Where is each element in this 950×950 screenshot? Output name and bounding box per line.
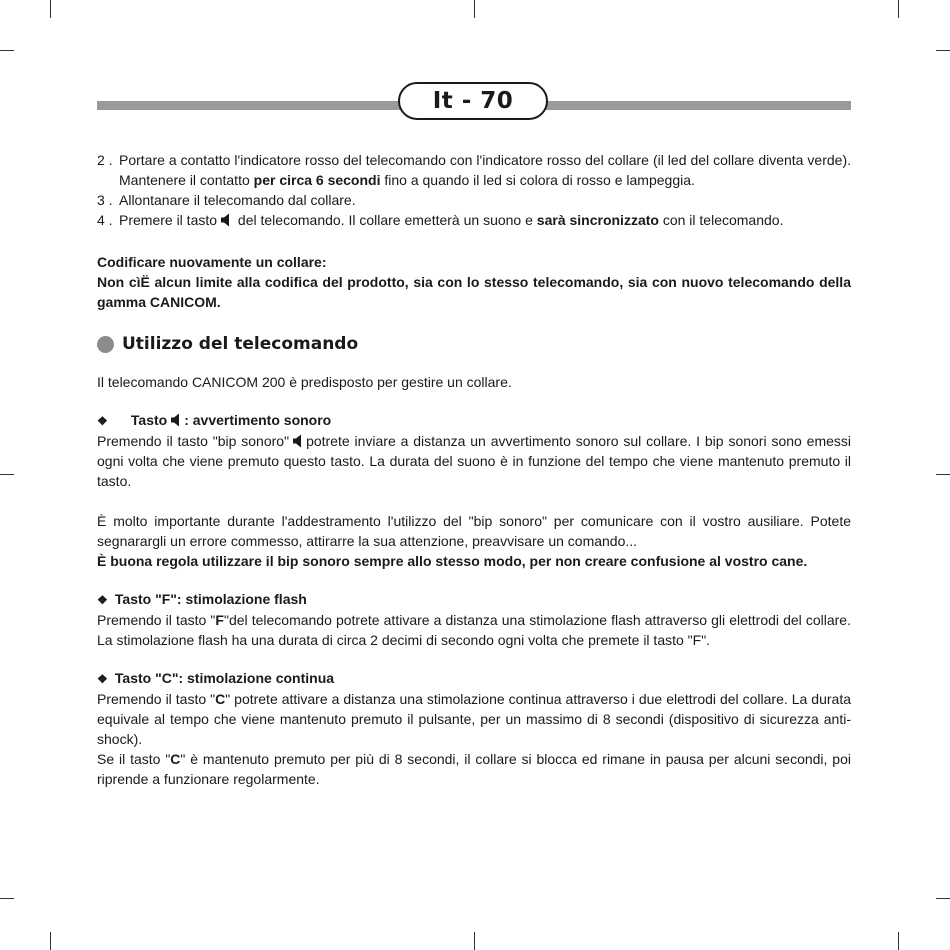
diamond-bullet-icon: ❖	[97, 414, 108, 428]
flash-text-part: Premendo il tasto "	[97, 612, 216, 628]
continuous-title: Tasto "C": stimolazione continua	[114, 670, 335, 686]
header-rule-right	[540, 101, 851, 110]
beep-paragraph-2: È molto importante durante l'addestramento l'utilizzo del "bip sonoro" per comunicare con il vostro ausiliare. Potete segnarargli un errore commesso, attirarre la sua attenzione, preavvisare un comando...	[97, 513, 851, 549]
crop-mark-right-top	[936, 50, 950, 51]
header-rule-left	[97, 101, 407, 110]
flash-paragraph	[97, 610, 851, 650]
continuous-text-part: " potrete attivare a distanza una stimolazione continua attraverso i due elettrodi del collare. La durata equivale al tempo che viene mantenuto premuto il pulsante, per un massimo di 8 secondi (dispositivo di sicurezza anti-shock).	[97, 691, 851, 747]
step-text-part: fino a quando il led si colora di rosso e lampeggia.	[380, 172, 695, 188]
crop-mark-left-top	[0, 50, 14, 51]
beep-title-part: : avvertimento sonoro	[184, 412, 332, 428]
continuous-key: C	[215, 691, 226, 707]
continuous-paragraph-1	[97, 689, 851, 749]
recode-text: Non cìË alcun limite alla codifica del prodotto, sia con lo stesso telecomando, sia con nuovo telecomando della gamma CANICOM.	[97, 274, 851, 310]
flash-heading	[97, 589, 851, 610]
page-content	[97, 150, 851, 789]
continuous-key: C	[170, 751, 181, 767]
step-number: 4 .	[97, 212, 113, 228]
beep-title-part: Tasto	[130, 412, 168, 428]
step-2	[97, 150, 851, 190]
step-text	[119, 150, 851, 190]
flash-title: Tasto "F": stimolazione flash	[114, 591, 307, 607]
flash-text-part: "del telecomando potrete attivare a distanza una stimolazione flash attraverso gli elettrodi del collare. La stimolazione flash ha una durata di circa 2 decimi di secondo ogni volta che premete il tasto "F".	[97, 612, 851, 648]
step-number: 2 .	[97, 152, 113, 168]
step-text-part: con il telecomando.	[658, 212, 784, 228]
recode-block	[97, 252, 851, 312]
continuous-heading	[97, 668, 851, 689]
page-number: It - 70	[432, 88, 514, 114]
beep-paragraph-1	[97, 431, 851, 491]
recode-title: Codificare nuovamente un collare:	[97, 254, 327, 270]
crop-mark-right-middle	[936, 474, 950, 475]
continuous-text-part: Se il tasto "	[97, 751, 171, 767]
crop-mark-top-right	[898, 0, 899, 18]
speaker-icon	[220, 213, 231, 227]
step-text-part: Premere il tasto	[119, 212, 218, 228]
speaker-icon	[170, 413, 181, 427]
crop-mark-right-bottom	[936, 898, 950, 899]
diamond-bullet-icon: ❖	[97, 672, 108, 686]
beep-heading	[97, 410, 851, 431]
step-text-bold: per circa 6 secondi	[253, 172, 381, 188]
page-number-tab	[398, 82, 548, 120]
crop-mark-top-left	[50, 0, 51, 18]
beep-text-part: Premendo il tasto "bip sonoro"	[97, 433, 290, 449]
crop-mark-bottom-center	[474, 932, 475, 950]
crop-mark-left-bottom	[0, 898, 14, 899]
step-text: Allontanare il telecomando dal collare.	[119, 192, 356, 208]
speaker-icon	[292, 434, 303, 448]
crop-mark-top-center	[474, 0, 475, 18]
step-text	[119, 210, 851, 230]
step-text-bold: sarà sincronizzato	[536, 212, 659, 228]
step-number: 3 .	[97, 192, 113, 208]
circle-bullet-icon	[97, 336, 114, 353]
section-heading	[97, 334, 851, 354]
step-4	[97, 210, 851, 230]
step-text-part: del telecomando. Il collare emetterà un suono e	[234, 212, 537, 228]
diamond-bullet-icon: ❖	[97, 593, 108, 607]
continuous-text-part: " è mantenuto premuto per più di 8 secondi, il collare si blocca ed rimane in pausa per alcuni secondi, poi riprende a funzionare regolarmente.	[97, 751, 851, 787]
flash-key: F	[215, 612, 224, 628]
continuous-paragraph-2	[97, 749, 851, 789]
section-intro: Il telecomando CANICOM 200 è predisposto per gestire un collare.	[97, 374, 512, 390]
step-3	[97, 190, 851, 210]
step-text-part: Portare a contatto l'indicatore rosso del telecomando con l'indicatore rosso del collare (il led del collare diventa verde). Mantenere il contatto	[119, 152, 851, 188]
beep-text-part: potrete inviare a distanza un avvertimento sonoro sul collare. I bip sonori sono emessi ogni volta che viene premuto questo tasto. La durata del suono è in funzione del tempo che viene mantenuto premuto il tasto.	[97, 433, 852, 489]
crop-mark-bottom-left	[50, 932, 51, 950]
section-title: Utilizzo del telecomando	[122, 334, 359, 354]
crop-mark-bottom-right	[898, 932, 899, 950]
beep-paragraph-3: È buona regola utilizzare il bip sonoro sempre allo stesso modo, per non creare confusione al vostro cane.	[97, 553, 808, 569]
continuous-text-part: Premendo il tasto "	[97, 691, 216, 707]
crop-mark-left-middle	[0, 474, 14, 475]
